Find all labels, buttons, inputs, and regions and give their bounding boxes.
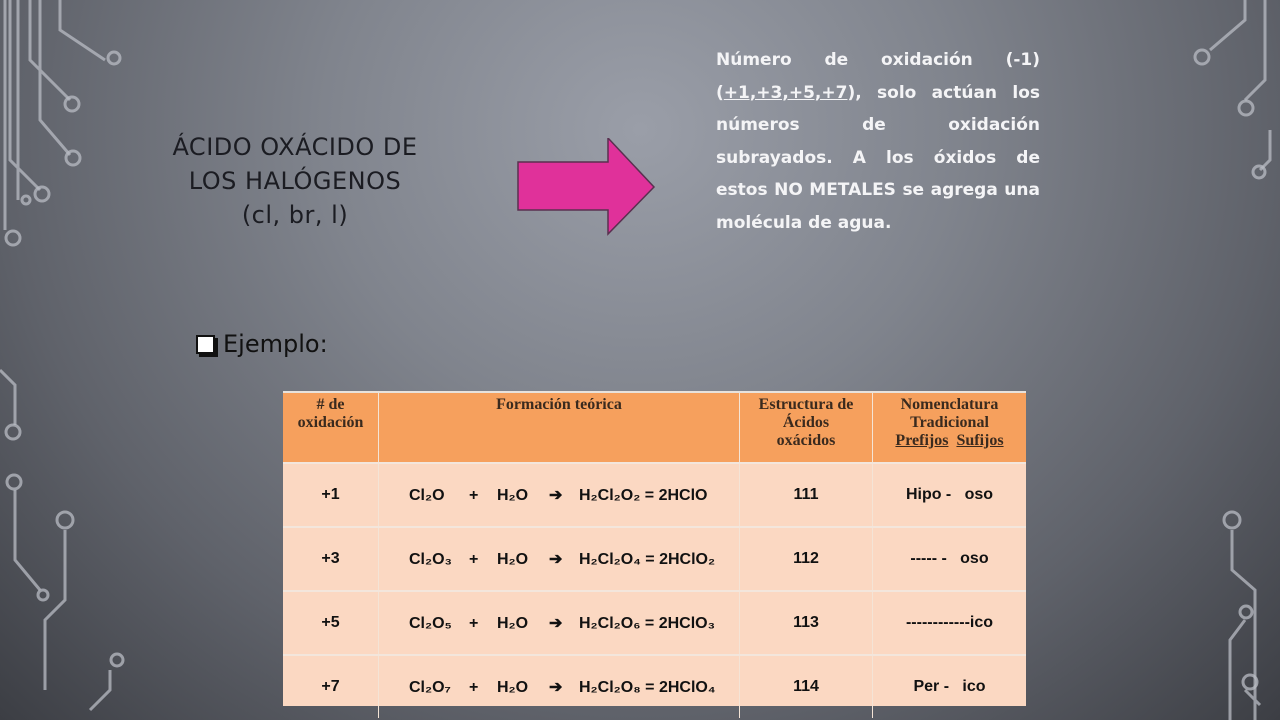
cell-nomenclature: ----- - oso xyxy=(873,527,1027,591)
table-row xyxy=(283,463,1026,527)
example-bullet xyxy=(196,330,328,358)
title-line-2: LOS HALÓGENOS xyxy=(188,167,402,195)
checkbox-bullet-icon xyxy=(196,335,215,354)
description-underlined: +1,+3,+5,+7 xyxy=(723,82,848,103)
cell-oxidation: +7 xyxy=(283,655,379,718)
cell-formation: Cl₂O + H₂O ➔ H₂Cl₂O₂ = 2HClO xyxy=(379,463,740,527)
table-row xyxy=(283,591,1026,655)
table-header-row xyxy=(283,393,1026,463)
cell-formation: Cl₂O₇ + H₂O ➔ H₂Cl₂O₈ = 2HClO₄ xyxy=(379,655,740,718)
header-formation: Formación teórica xyxy=(379,393,740,463)
cell-structure: 113 xyxy=(740,591,873,655)
title-line-1: ÁCIDO OXÁCIDO DE xyxy=(172,133,418,161)
cell-oxidation: +1 xyxy=(283,463,379,527)
header-prefixes: Prefijos xyxy=(895,432,949,449)
description-part-1: Número de oxidación (-1) ( xyxy=(716,50,1040,103)
acid-table xyxy=(283,391,1026,706)
cell-structure: 114 xyxy=(740,655,873,718)
description-text xyxy=(716,44,1040,239)
cell-oxidation: +5 xyxy=(283,591,379,655)
table-row xyxy=(283,655,1026,718)
header-suffixes: Sufijos xyxy=(956,432,1004,449)
title-line-3: (cl, br, l) xyxy=(241,201,349,229)
cell-structure: 111 xyxy=(740,463,873,527)
slide-title xyxy=(130,130,460,232)
description-part-2: ), solo actúan los números de oxidación subrayados. A los óxidos de estos NO METALES se agrega una molécula de agua. xyxy=(716,82,1040,233)
cell-structure: 112 xyxy=(740,527,873,591)
header-oxidation: # de oxidación xyxy=(283,393,379,463)
table-row xyxy=(283,527,1026,591)
cell-oxidation: +3 xyxy=(283,527,379,591)
example-label: Ejemplo: xyxy=(223,330,328,358)
cell-nomenclature: ------------ico xyxy=(873,591,1027,655)
cell-formation: Cl₂O₅ + H₂O ➔ H₂Cl₂O₆ = 2HClO₃ xyxy=(379,591,740,655)
cell-formation: Cl₂O₃ + H₂O ➔ H₂Cl₂O₄ = 2HClO₂ xyxy=(379,527,740,591)
cell-nomenclature: Per - ico xyxy=(873,655,1027,718)
right-arrow-icon xyxy=(516,138,656,236)
cell-nomenclature: Hipo - oso xyxy=(873,463,1027,527)
header-structure: Estructura de Ácidos oxácidos xyxy=(740,393,873,463)
header-nomenclature: Nomenclatura Tradicional Prefijos Sufijos xyxy=(873,393,1027,463)
